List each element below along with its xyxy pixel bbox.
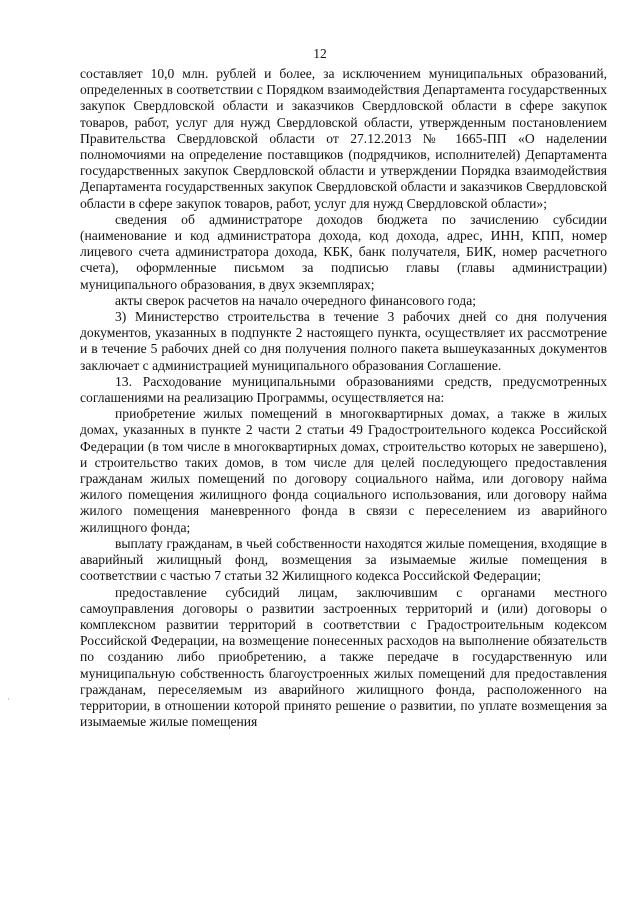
paragraph-housing-purchase: приобретение жилых помещений в многоквартирных домах, а также в жилых домах, указанных в пункте 2 части 2 статьи 49 Градостроительного кодекса Российской Федерации (в том числе в многоквартирных домах, строительство которых не завершено), и строительство таких домов, в том числе для целей последующего предоставления гражданам жилых помещений по договору социального найма, или договору найма жилого помещения жилищного фонда социального использования, или договору найма жилого помещения маневренного фонда в связи с переселением из аварийного жилищного фонда; (80, 406, 607, 535)
paragraph-compensation-payment: выплату гражданам, в чьей собственности находятся жилые помещения, входящие в аварийный жилищный фонд, возмещения за изымаемые жилые помещения в соответствии с частью 7 статьи 32 Жилищного кодекса Российской Федерации; (80, 535, 607, 584)
paragraph-clause-13: 13. Расходование муниципальными образованиями средств, предусмотренных соглашениями на реализацию Программы, осуществляется на: (80, 373, 607, 406)
paragraph-continuation: составляет 10,0 млн. рублей и более, за исключением муниципальных образований, определенных в соответствии с Порядком взаимодействия Департамента государственных закупок Свердловской области и заказчиков Свердловской области в сфере закупок товаров, работ, услуг для нужд Свердловской области, утвержденным постановлением Правительства Свердловской области от 27.12.2013 № 1665-ПП «О наделении полномочиями на определение поставщиков (подрядчиков, исполнителей) Департамента государственных закупок Свердловской области и утверждении Порядка взаимодействия Департамента государственных закупок Свердловской области и заказчиков Свердловской области в сфере закупок товаров, работ, услуг для нужд Свердловской области»; (80, 66, 607, 211)
margin-mark: · (7, 694, 10, 704)
document-body (80, 66, 607, 730)
paragraph-subsidies: предоставление субсидий лицам, заключившим с органами местного самоуправления договоры о развитии застроенных территорий и (или) договоры о комплексном развитии территорий в соответствии с Градостроительным кодексом Российской Федерации, на возмещение понесенных расходов на выполнение обязательств по созданию либо приобретению, а также передаче в государственную или муниципальную собственность благоустроенных жилых помещений для предоставления гражданам, переселяемым из аварийного жилищного фонда, расположенного на территории, в отношении которой принято решение о развитии, по уплате возмещения за изымаемые жилые помещения (80, 584, 607, 730)
page-number: 12 (313, 46, 327, 61)
paragraph-administrator-info: сведения об администраторе доходов бюджета по зачислению субсидии (наименование и код администратора дохода, код дохода, адрес, ИНН, КПП, номер лицевого счета администратора дохода, КБК, банк получателя, БИК, номер расчетного счета), оформленные письмом за подписью главы (главы администрации) муниципального образования, в двух экземплярах; (80, 211, 607, 292)
paragraph-ministry-review: 3) Министерство строительства в течение 3 рабочих дней со дня получения документов, указанных в подпункте 2 настоящего пункта, осуществляет их рассмотрение и в течение 5 рабочих дней со дня получения полного пакета вышеуказанных документов заключает с администрацией муниципального образования Соглашение. (80, 309, 607, 373)
paragraph-reconciliation-acts: акты сверок расчетов на начало очередного финансового года; (115, 292, 477, 308)
